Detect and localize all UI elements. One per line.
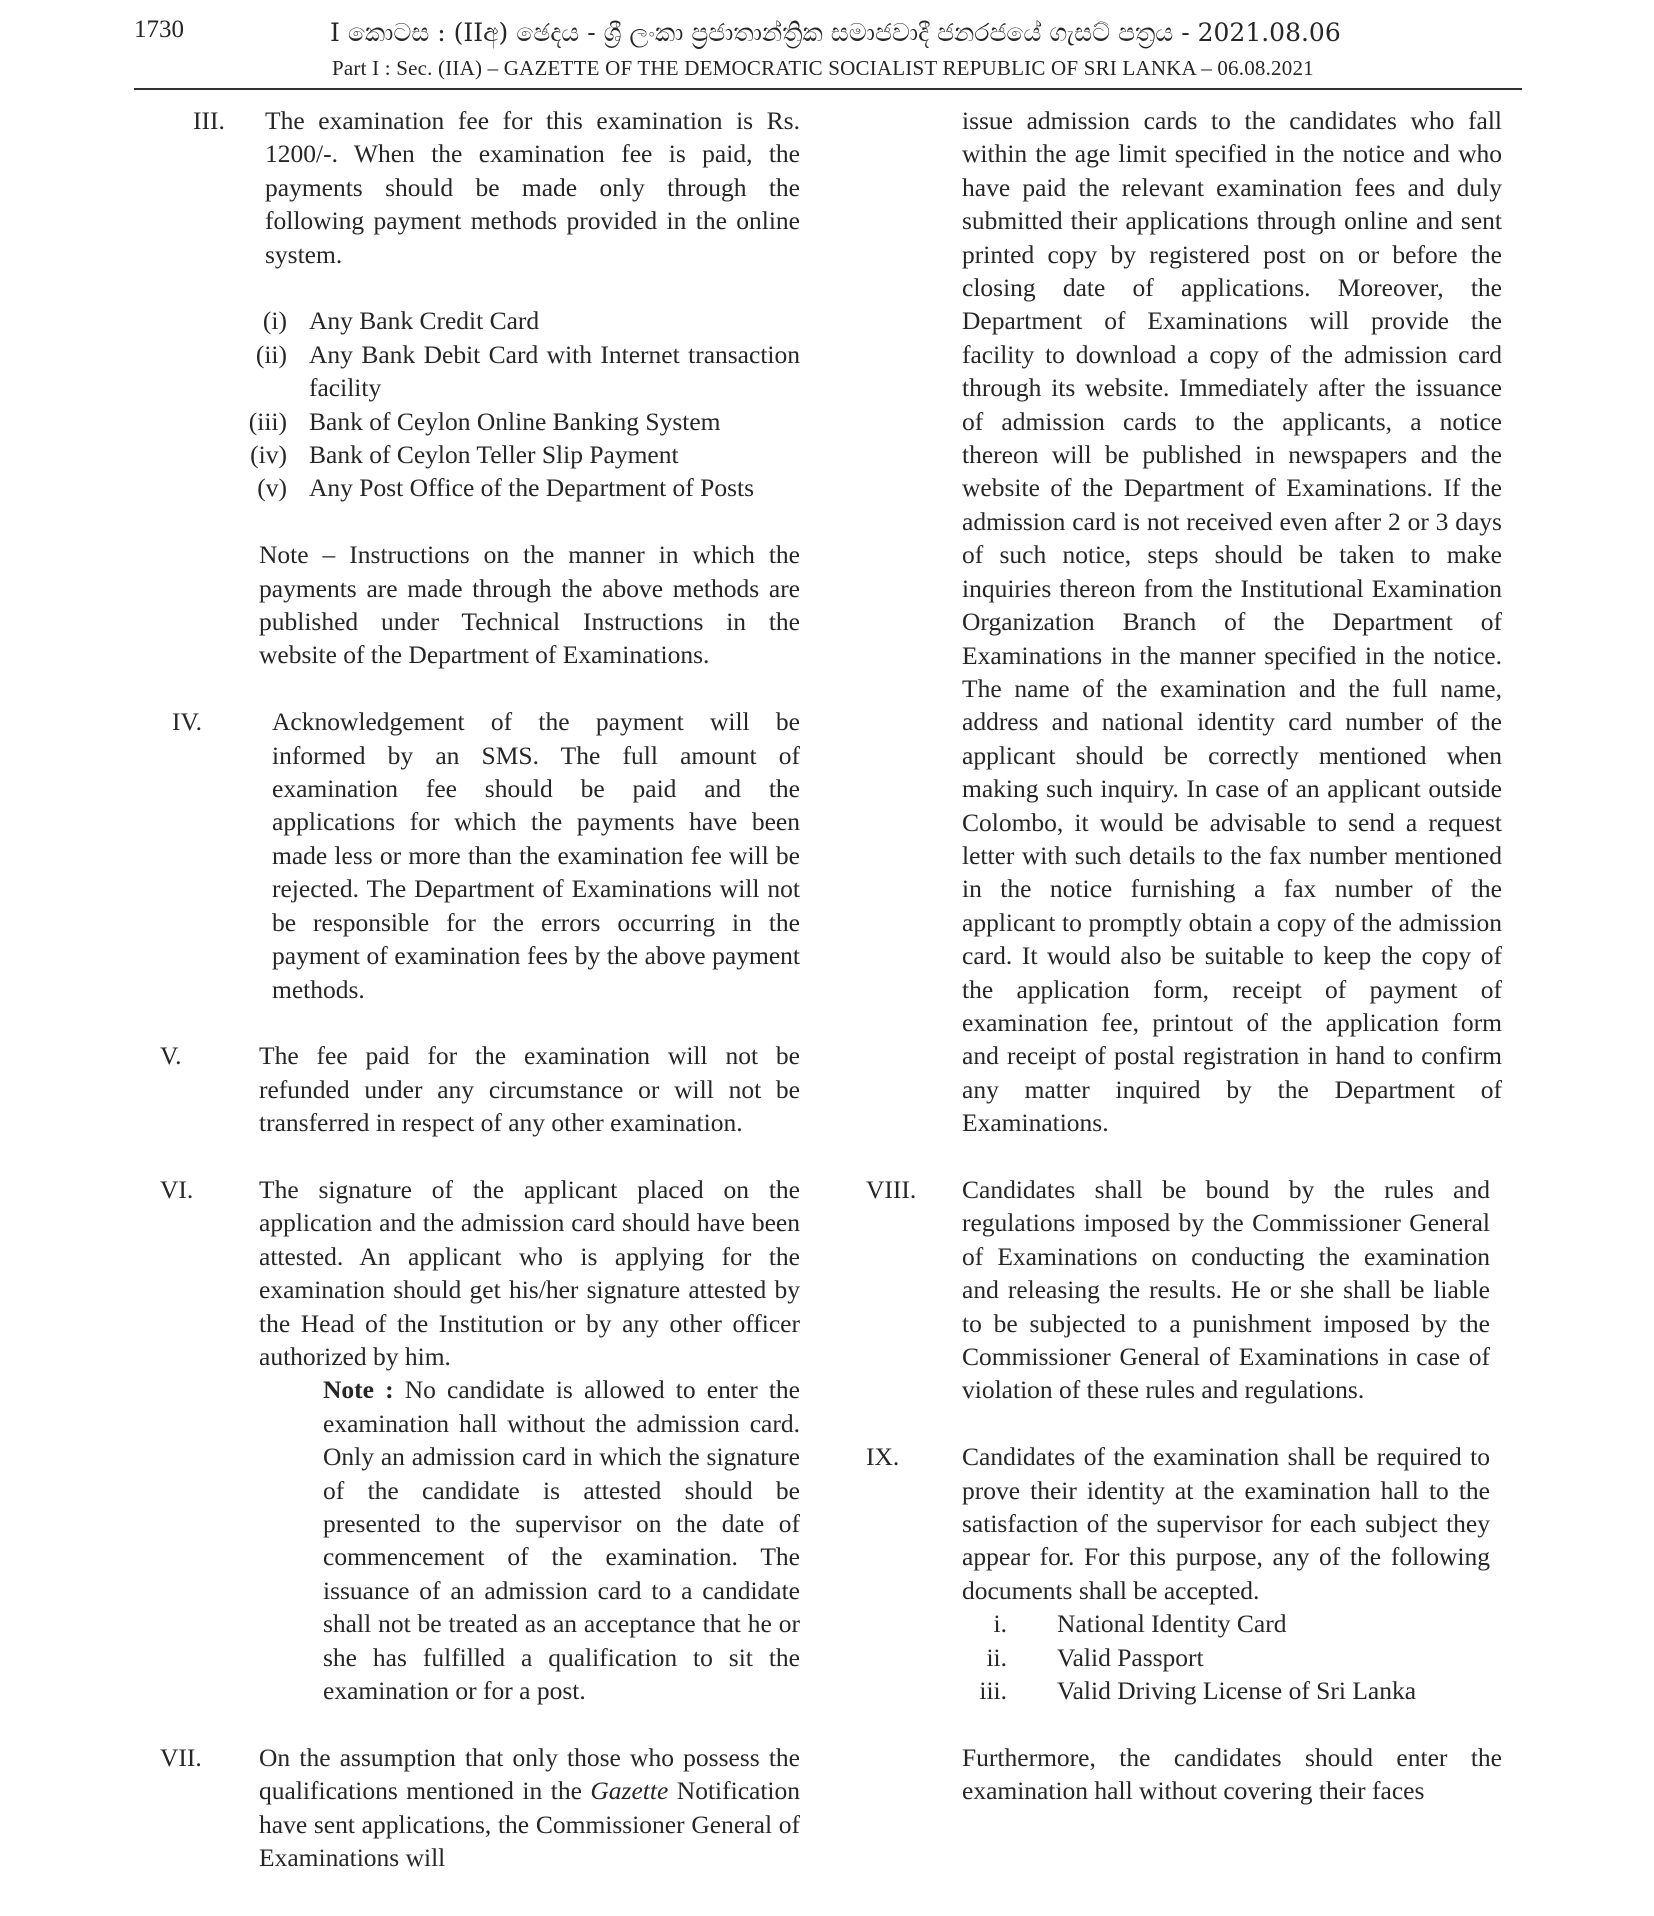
list-item-number: iii. (979, 1676, 1007, 1706)
gazette-italic: Gazette (590, 1776, 669, 1806)
section-text (259, 1741, 800, 1875)
list-item (242, 304, 800, 337)
list-item-number: (iii) (248, 406, 287, 436)
list-item-text: Bank of Ceylon Teller Slip Payment (309, 440, 679, 470)
section-number: VII. (160, 1742, 202, 1772)
section-text: The fee paid for the examination will not be refunded under any circumstance or will not be transferred in respect of any other examination. (259, 1041, 800, 1138)
list-item-number: (ii) (255, 339, 287, 369)
note-text: No candidate is allowed to enter the examination hall without the admission card. Only an admission card in which the signature of the candidate is attested should be presented to the supervisor on the date of commencement of the examination. The issuance of an admission card to a candidate shall not be treated as an acceptance that he or she has fulfilled a qualification to sit the examination or for a post. (323, 1375, 800, 1706)
left-column (150, 104, 800, 1874)
list-item-number: (i) (262, 306, 287, 336)
section-number: IV. (172, 707, 202, 737)
list-item-text: Any Post Office of the Department of Posts (309, 473, 755, 503)
text-run: On the assumption that only those who possess the qualifications mentioned in the (259, 1742, 800, 1806)
section-text: Candidates shall be bound by the rules and regulations imposed by the Commissioner General of Examinations on conducting the examination and releasing the results. He or she shall be liable to be subjected to a punishment imposed by the Commissioner General of Examinations in case of violation of these rules and regulations. (962, 1174, 1490, 1405)
section-viii (860, 1173, 1510, 1407)
admission-note (323, 1373, 800, 1707)
section-iv (150, 705, 800, 1006)
right-column (860, 104, 1510, 1808)
text-run: Notification have sent applications, the Commissioner General of Examinations will (259, 1776, 801, 1873)
section-number: III. (193, 106, 225, 135)
section-vi (150, 1173, 800, 1708)
section-text: Acknowledgement of the payment will be informed by an SMS. The full amount of examination fee should be paid and the applications for which the payments have been made less or more than the examination fee will be rejected. The Department of Examinations will not be responsible for the errors occurring in the payment of examination fees by the above payment methods. (272, 707, 800, 1004)
section-body (265, 104, 800, 271)
list-item (962, 1641, 1490, 1674)
list-item (242, 405, 800, 438)
list-item-text: Valid Passport (1057, 1642, 1204, 1672)
header-sinhala-title: I කොටස : (IIඅ) ඡෙදය - ශ්‍රී ලංකා ප්‍රජාතාන්ත්‍රික සමාජවාදී ජනරජයේ ගැසට් පත්‍රය - 2021.08.06 (330, 18, 1341, 47)
section-text: The examination fee for this examination is Rs. 1200/-. When the examination fee is paid, the payments should be made only through the following payment methods provided in the online system. (265, 106, 800, 269)
identity-documents-list (962, 1607, 1490, 1707)
list-item-number: (v) (257, 473, 287, 503)
furthermore-text: Furthermore, the candidates should enter the examination hall without covering their faces (962, 1742, 1502, 1806)
payment-note: Note – Instructions on the manner in which the payments are made through the above methods are published under Technical Instructions in the website of the Department of Examinations. (259, 540, 800, 670)
section-text: The signature of the applicant placed on the application and the admission card should have been attested. An applicant who is applying for the examination should get his/her signature attested by the Head of the Institution or by any other officer authorized by him. (259, 1174, 800, 1371)
list-item-text: Any Bank Debit Card with Internet transaction facility (309, 339, 800, 403)
section-iii (150, 104, 800, 271)
section-text: Candidates of the examination shall be required to prove their identity at the examination hall to the satisfaction of the supervisor for each subject they appear for. For this purpose, any of the following documents shall be accepted. (962, 1442, 1490, 1605)
list-item-text: Bank of Ceylon Online Banking System (309, 406, 721, 436)
list-item-text: National Identity Card (1057, 1609, 1287, 1639)
payment-methods-list (242, 304, 800, 504)
section-number: VIII. (866, 1174, 917, 1204)
section-number: VI. (160, 1174, 194, 1204)
list-item (242, 471, 800, 504)
list-item-number: i. (993, 1609, 1007, 1639)
header-english-title: Part I : Sec. (IIA) – GAZETTE OF THE DEMOCRATIC SOCIALIST REPUBLIC OF SRI LANKA – 06.08.2021 (332, 56, 1314, 80)
section-number: IX. (866, 1442, 900, 1472)
header-divider (134, 88, 1522, 90)
list-item-text: Valid Driving License of Sri Lanka (1057, 1676, 1417, 1706)
list-item (962, 1674, 1490, 1707)
list-item-text: Any Bank Credit Card (309, 306, 540, 336)
section-ix (860, 1440, 1510, 1807)
section-number: V. (160, 1041, 182, 1071)
section-v (150, 1039, 800, 1139)
list-item-number: ii. (986, 1642, 1007, 1672)
page-number: 1730 (134, 16, 184, 43)
list-item (242, 438, 800, 471)
list-item (242, 338, 800, 405)
list-item (962, 1607, 1490, 1640)
section-vii-continued: issue admission cards to the candidates who fall within the age limit specified in the notice and who have paid the relevant examination fees and duly submitted their applications through online and sent printed copy by registered post on or before the closing date of applications. Moreover, the Department of Examinations will provide the facility to download a copy of the admission card through its website. Immediately after the issuance of admission cards to the applicants, a notice thereon will be published in newspapers and the website of the Department of Examinations. If the admission card is not received even after 2 or 3 days of such notice, steps should be taken to make inquiries thereon from the Institutional Examination Organization Branch of the Department of Examinations in the manner specified in the notice. The name of the examination and the full name, address and national identity card number of the applicant should be correctly mentioned when making such inquiry. In case of an applicant outside Colombo, it would be advisable to send a request letter with such details to the fax number mentioned in the notice furnishing a fax number of the applicant to promptly obtain a copy of the admission card. It would also be suitable to keep the copy of the application form, receipt of payment of examination fee, printout of the application form and receipt of postal registration in hand to confirm any matter inquired by the Department of Examinations. (962, 106, 1502, 1138)
section-vii (150, 1741, 800, 1875)
list-item-number: (iv) (250, 440, 287, 470)
note-label: Note : (323, 1375, 394, 1405)
